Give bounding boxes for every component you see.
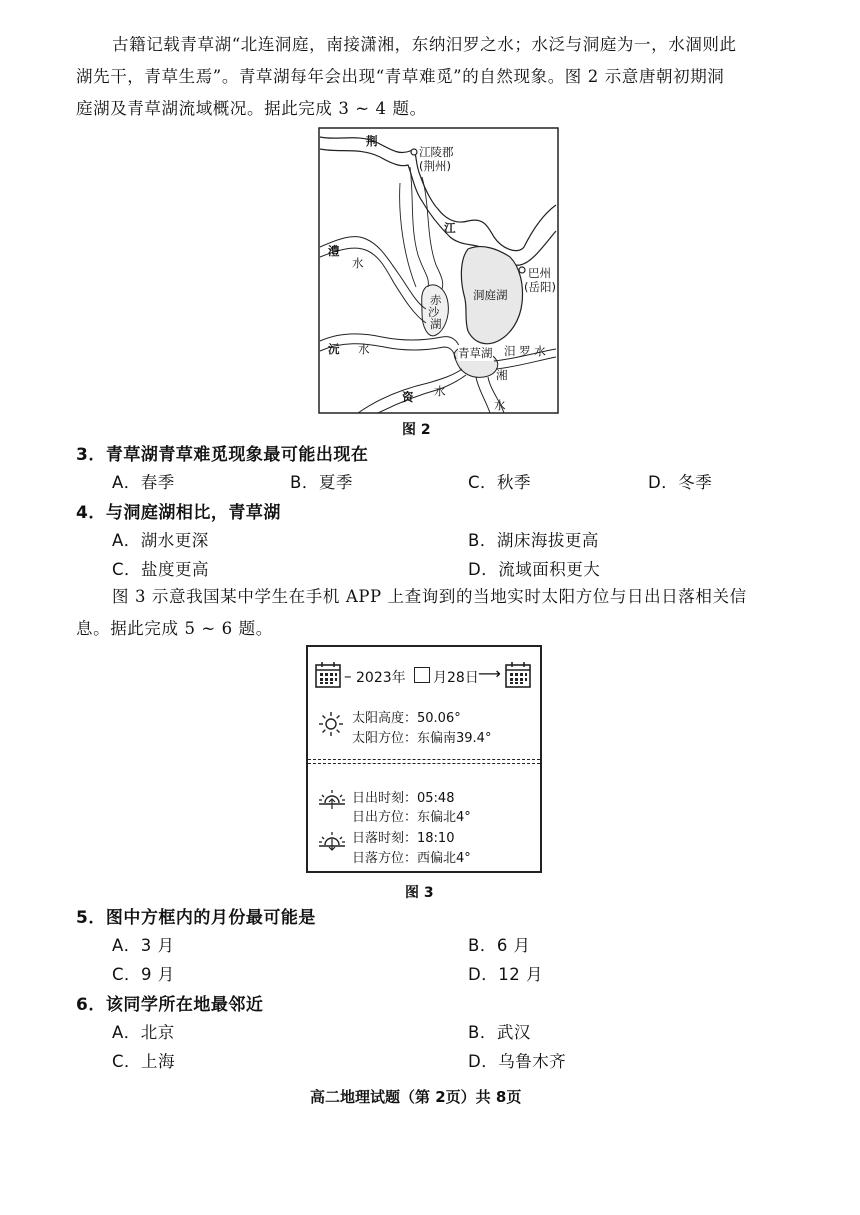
map-label-yueyang: (岳阳) — [524, 280, 556, 294]
intro-line-2: 湖先干，青草生焉”。青草湖每年会出现“青草难觅”的自然现象。图 2 示意唐朝初期洞 — [76, 67, 725, 86]
lake-basin-map — [318, 127, 559, 414]
map-label-zi-shui: 水 — [434, 384, 446, 398]
question-6-option-b[interactable]: B．武汉 — [468, 1023, 531, 1042]
map-label-chisha-3: 湖 — [430, 317, 442, 331]
sun-app-panel — [306, 645, 542, 873]
sunset-icon — [318, 831, 346, 857]
sunrise-time: 日出时刻：05:48 — [352, 791, 455, 806]
map-label-bazhou: 巴州 — [528, 266, 551, 280]
map-caption: 图 2 — [402, 422, 431, 438]
map-label-jiangling: 江陵郡 — [419, 145, 454, 159]
arrow-right-icon: ⟶ — [478, 664, 501, 683]
map-label-chisha-1: 赤 — [430, 293, 442, 307]
divider-dashed-1 — [308, 759, 540, 760]
question-4-option-c[interactable]: C．盐度更高 — [112, 560, 210, 579]
map-label-jiang: 江 — [444, 221, 456, 235]
sunrise-icon — [318, 789, 346, 815]
question-6-option-a[interactable]: A．北京 — [112, 1023, 175, 1042]
date-dash: – — [344, 667, 352, 685]
question-6-stem: 6．该同学所在地最邻近 — [76, 995, 264, 1015]
map-label-miluo: 汨 罗 水 — [504, 344, 546, 358]
question-5-option-c[interactable]: C．9 月 — [112, 965, 175, 984]
map-label-jing: 荆 — [366, 134, 378, 148]
intro-line-1: 古籍记载青草湖“北连洞庭，南接潇湘，东纳汨罗之水；水泛与洞庭为一，水涸则此 — [112, 35, 737, 54]
page-footer: 高二地理试题（第 2页）共 8页 — [310, 1088, 522, 1106]
map-label-li: 澧 — [328, 244, 340, 258]
question-5-option-b[interactable]: B．6 月 — [468, 936, 531, 955]
question-3-stem: 3．青草湖青草难觅现象最可能出现在 — [76, 445, 369, 465]
question-5-option-a[interactable]: A．3 月 — [112, 936, 175, 955]
question-3-option-c[interactable]: C．秋季 — [468, 473, 532, 492]
map-label-chisha-2: 沙 — [428, 305, 440, 319]
sun-azimuth: 太阳方位：东偏南39.4° — [352, 731, 492, 746]
calendar-next-icon[interactable] — [504, 661, 532, 693]
map-label-xiang-shui: 水 — [494, 398, 506, 412]
question-3-option-d[interactable]: D．冬季 — [648, 473, 713, 492]
map-label-jingzhou: (荆州) — [419, 159, 451, 173]
date-day: 月28日 — [433, 670, 479, 686]
sunset-direction: 日落方位：西偏北4° — [352, 851, 471, 866]
question-4-stem: 4．与洞庭湖相比，青草湖 — [76, 503, 281, 523]
calendar-prev-icon[interactable] — [314, 661, 342, 693]
question-4-option-d[interactable]: D．流域面积更大 — [468, 560, 601, 579]
sunset-time: 日落时刻：18:10 — [352, 831, 455, 846]
map-label-li-shui: 水 — [352, 256, 364, 270]
question-3-option-a[interactable]: A．春季 — [112, 473, 175, 492]
month-box — [414, 667, 430, 683]
sunrise-direction: 日出方位：东偏北4° — [352, 810, 471, 825]
question-4-option-b[interactable]: B．湖床海拔更高 — [468, 531, 599, 550]
question-6-option-c[interactable]: C．上海 — [112, 1052, 176, 1071]
intro2-line-1: 图 3 示意我国某中学生在手机 APP 上查询到的当地实时太阳方位与日出日落相关信 — [112, 587, 747, 606]
question-3-option-b[interactable]: B．夏季 — [290, 473, 353, 492]
question-5-option-d[interactable]: D．12 月 — [468, 965, 543, 984]
question-6-option-d[interactable]: D．乌鲁木齐 — [468, 1052, 567, 1071]
date-year: 2023年 — [356, 670, 406, 686]
map-label-yuan-shui: 水 — [358, 342, 370, 356]
sun-icon — [318, 711, 344, 741]
sun-altitude: 太阳高度：50.06° — [352, 711, 461, 726]
map-label-zi: 资 — [402, 390, 414, 404]
question-4-option-a[interactable]: A．湖水更深 — [112, 531, 209, 550]
map-label-yuan: 沅 — [328, 342, 340, 356]
intro2-line-2: 息。据此完成 5 ~ 6 题。 — [76, 619, 273, 638]
divider-dashed-2 — [308, 763, 540, 764]
phone-caption: 图 3 — [405, 885, 434, 901]
map-label-qingcao: 青草湖 — [458, 346, 493, 360]
intro-line-3: 庭湖及青草湖流域概况。据此完成 3 ~ 4 题。 — [76, 99, 427, 118]
question-5-stem: 5．图中方框内的月份最可能是 — [76, 908, 316, 928]
map-label-xiang: 湘 — [496, 368, 508, 382]
map-label-dongting: 洞庭湖 — [473, 288, 508, 302]
